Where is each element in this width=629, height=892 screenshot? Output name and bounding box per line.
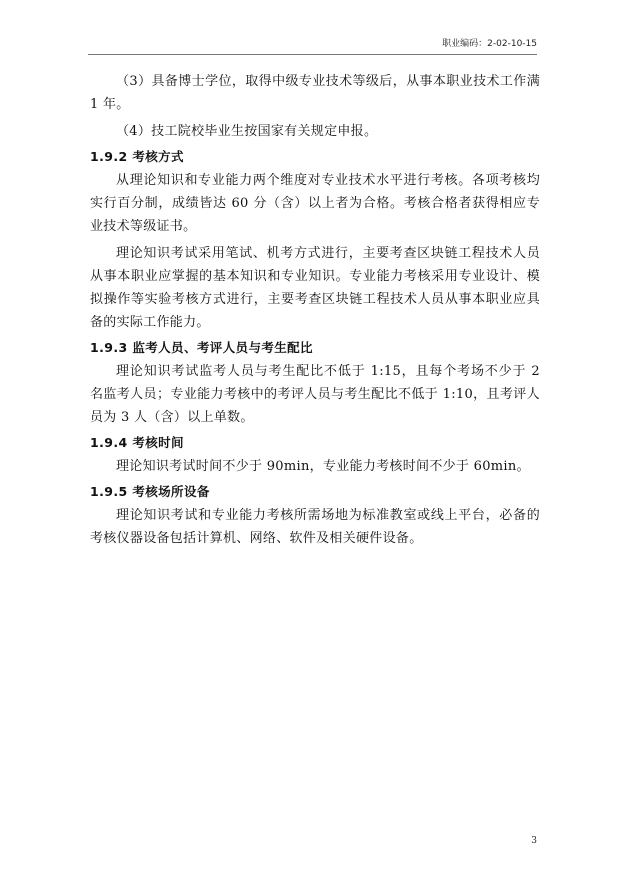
paragraph: 理论知识考试和专业能力考核所需场地为标准教室或线上平台，必备的考核仪器设备包括计算机、网络、软件及相关硬件设备。 xyxy=(90,508,540,546)
section-heading: 1.9.2 考核方式 xyxy=(90,149,184,164)
page-number: 3 xyxy=(531,836,537,846)
section-heading: 1.9.3 监考人员、考评人员与考生配比 xyxy=(90,340,313,355)
paragraph: 从理论知识和专业能力两个维度对专业技术水平进行考核。各项考核均实行百分制，成绩皆达 60 分（含）以上者为合格。考核合格者获得相应专业技术等级证书。 xyxy=(90,173,540,234)
paragraph: 理论知识考试监考人员与考生配比不低于 1:15，且每个考场不少于 2 名监考人员；专业能力考核中的考评人员与考生配比不低于 1:10，且考评人员为 3 人（含）以上单数。 xyxy=(90,364,540,425)
paragraph: （4）技工院校毕业生按国家有关规定申报。 xyxy=(116,124,378,139)
document-body xyxy=(90,70,540,550)
section-heading: 1.9.5 考核场所设备 xyxy=(90,484,210,499)
header-divider xyxy=(88,54,537,55)
page-header-code: 职业编码：2-02-10-15 xyxy=(442,39,537,49)
paragraph: 理论知识考试时间不少于 90min，专业能力考核时间不少于 60min。 xyxy=(116,459,530,474)
section-heading: 1.9.4 考核时间 xyxy=(90,435,184,450)
paragraph: （3）具备博士学位，取得中级专业技术等级后，从事本职业技术工作满 1 年。 xyxy=(90,74,540,112)
paragraph: 理论知识考试采用笔试、机考方式进行，主要考查区块链工程技术人员从事本职业应掌握的基本知识和专业知识。专业能力考核采用专业设计、模拟操作等实验考核方式进行，主要考查区块链工程技术人员从事本职业应具备的实际工作能力。 xyxy=(90,246,540,330)
